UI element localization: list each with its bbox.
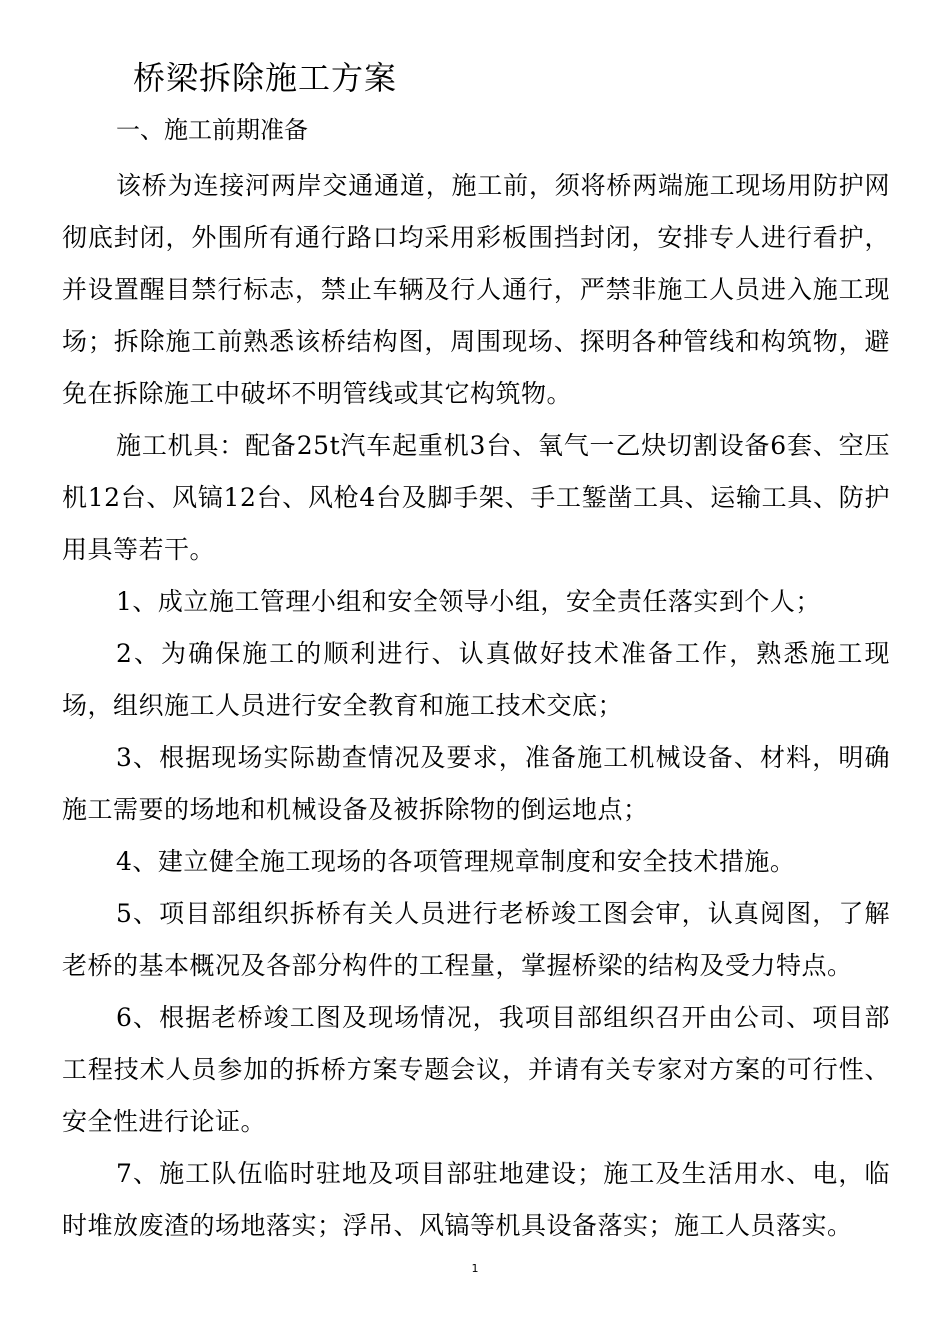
paragraph-equipment: 施工机具：配备25t汽车起重机3台、氧气一乙炔切割设备6套、空压机12台、风镐12台、风枪4台及脚手架、手工錾凿工具、运输工具、防护用具等若干。: [62, 431, 890, 564]
paragraph-item-4: 4、建立健全施工现场的各项管理规章制度和安全技术措施。: [116, 847, 796, 876]
paragraph-item-7: 7、施工队伍临时驻地及项目部驻地建设；施工及生活用水、电，临时堆放废渣的场地落实；浮吊、风镐等机具设备落实；施工人员落实。: [62, 1159, 890, 1240]
paragraph-item-3: 3、根据现场实际勘查情况及要求，准备施工机械设备、材料，明确施工需要的场地和机械设备及被拆除物的倒运地点；: [62, 743, 890, 824]
page-number: 1: [471, 1262, 479, 1275]
paragraph-item-2: 2、为确保施工的顺利进行、认真做好技术准备工作，熟悉施工现场，组织施工人员进行安全教育和施工技术交底；: [62, 639, 890, 720]
section-heading: 一、施工前期准备: [116, 116, 308, 144]
document-body: [62, 160, 890, 1252]
paragraph-item-6: 6、根据老桥竣工图及现场情况，我项目部组织召开由公司、项目部工程技术人员参加的拆桥方案专题会议，并请有关专家对方案的可行性、安全性进行论证。: [62, 1003, 890, 1136]
paragraph-item-5: 5、项目部组织拆桥有关人员进行老桥竣工图会审，认真阅图，了解老桥的基本概况及各部分构件的工程量，掌握桥梁的结构及受力特点。: [62, 899, 890, 980]
document-title: 桥梁拆除施工方案: [133, 59, 398, 97]
paragraph-intro: 该桥为连接河两岸交通通道，施工前，须将桥两端施工现场用防护网彻底封闭，外围所有通行路口均采用彩板围挡封闭，安排专人进行看护，并设置醒目禁行标志，禁止车辆及行人通行，严禁非施工人员进入施工现场；拆除施工前熟悉该桥结构图，周围现场、探明各种管线和构筑物，避免在拆除施工中破坏不明管线或其它构筑物。: [62, 171, 890, 408]
paragraph-item-1: 1、成立施工管理小组和安全领导小组，安全责任落实到个人；: [116, 587, 821, 616]
